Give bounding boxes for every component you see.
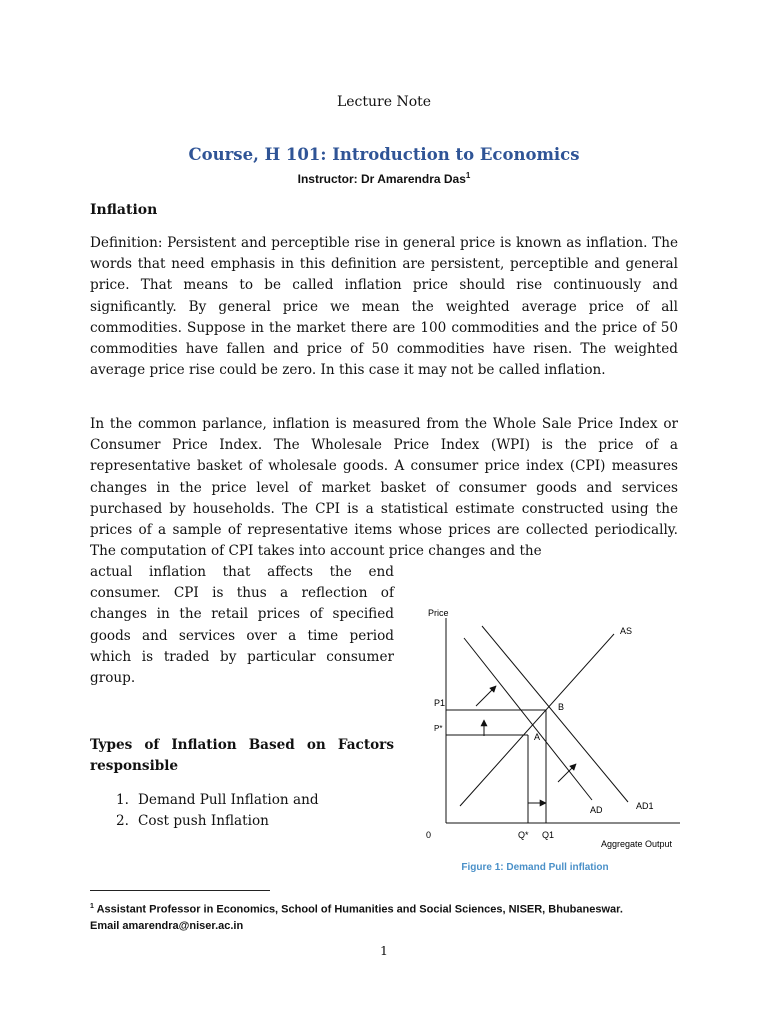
ad1-label: AD1 [636, 801, 654, 811]
q1-label: Q1 [542, 830, 555, 840]
inflation-heading: Inflation [90, 202, 158, 218]
measurement-paragraph: In the common parlance, inflation is measured from the Whole Sale Price Index or Consumer Price Index. The Wholesale Price Index (WPI) is the price of a representative basket of wholesale goods. A consumer price index (CPI) measures changes in the price level of market basket of consumer goods and services purchased by households. The CPI is a statistical estimate constructed using the prices of a sample of representative items whose prices are collected periodically. The computation of CPI takes into account price changes and the [90, 416, 678, 560]
instructor-name: Instructor: Dr Amarendra Das [297, 172, 466, 186]
course-title: Course, H 101: Introduction to Economics [188, 145, 580, 164]
list-item [90, 811, 319, 832]
demand-pull-figure [418, 598, 690, 856]
definition-paragraph: Definition: Persistent and perceptible rise in general price is known as inflation. The words that need emphasis in this definition are persistent, perceptible and general price. That means to be called inflation price should rise continuously and significantly. By general price we mean the weighted average price of all commodities. Suppose in the market there are 100 commodities and the price of 50 commodities have fallen and price of 50 commodities have risen. The weighted average price rise could be zero. In this case it may not be called inflation. [90, 235, 678, 379]
figure-caption: Figure 1: Demand Pull inflation [461, 862, 609, 873]
footnote-mark: 1 [90, 903, 94, 910]
footnote-text: Assistant Professor in Economics, School of Humanities and Social Sciences, NISER, Bhubaneswar. Email amarendra@niser.ac.in [90, 903, 623, 932]
page-number: 1 [380, 943, 388, 958]
qstar-label: Q* [518, 830, 529, 840]
ad1-curve [482, 626, 628, 802]
as-curve [460, 634, 614, 806]
footnote-divider [90, 890, 270, 891]
pstar-label: P* [434, 724, 443, 733]
x-axis-label: Aggregate Output [601, 839, 673, 849]
as-label: AS [620, 626, 633, 636]
point-b-label: B [558, 702, 565, 712]
demand-pull-diagram [418, 598, 690, 856]
point-a-label: A [534, 732, 541, 742]
list-item [90, 790, 319, 811]
types-list [90, 790, 319, 832]
footnote-ref: 1 [465, 171, 471, 180]
instructor-line [0, 171, 768, 186]
ad-shift-arrow [558, 764, 576, 782]
footnote [90, 899, 650, 934]
ad-shift-arrow [476, 686, 496, 706]
types-heading: Types of Inflation Based on Factors responsible [90, 737, 394, 774]
note-label: Lecture Note [336, 94, 432, 110]
list-number: 2. [116, 813, 129, 829]
list-number: 1. [116, 792, 129, 808]
list-text: Cost push Inflation [138, 813, 269, 829]
ad-label: AD [590, 805, 603, 815]
origin-label: 0 [426, 830, 432, 840]
p1-label: P1 [434, 698, 446, 708]
y-axis-label: Price [428, 608, 449, 618]
measurement-continued: actual inflation that affects the end consumer. CPI is thus a reflection of changes in the retail prices of specified goods and services over a time period which is traded by particular consumer group. [90, 564, 394, 687]
list-text: Demand Pull Inflation and [138, 792, 319, 808]
